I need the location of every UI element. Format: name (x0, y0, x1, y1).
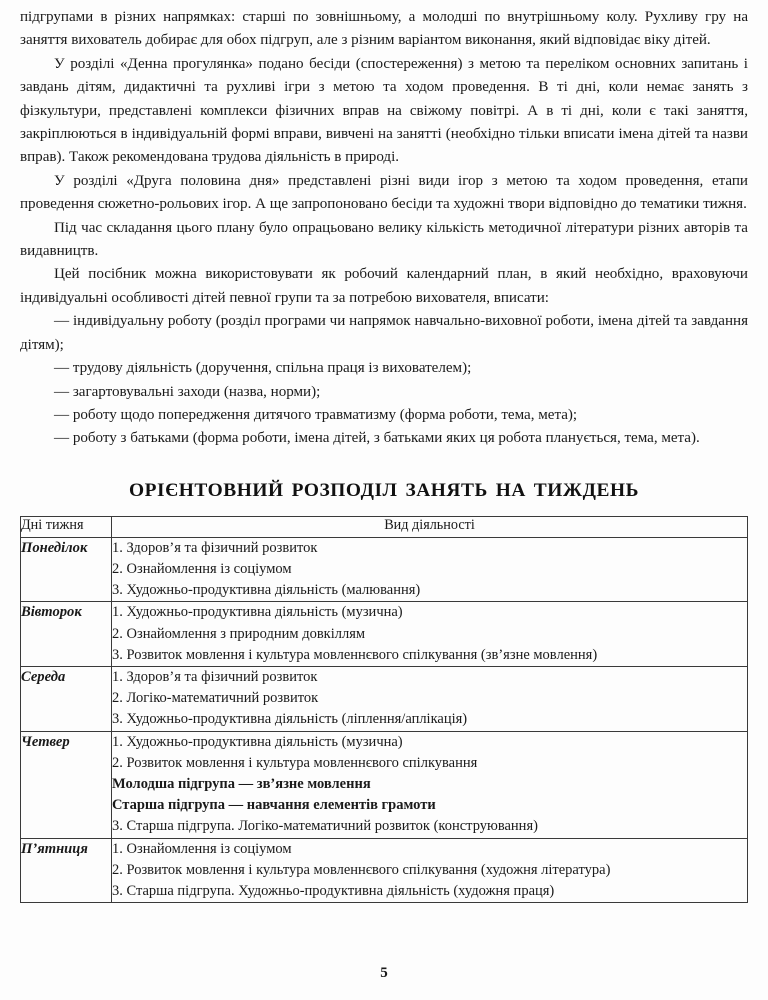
activity-line: 1. Ознайомлення із соціумом (112, 840, 292, 857)
activity-line: 3. Художньо-продуктивна діяльність (малювання) (112, 582, 421, 599)
list-item-individual-work: — індивідуальну роботу (розділ програми чи напрямок навчально-виховної роботи, імена дітей та завдання дітям); (20, 313, 748, 353)
day-name-cell: Понеділок (21, 537, 112, 602)
table-row (21, 602, 748, 667)
list-item-injury-prevention: — роботу щодо попередження дитячого травматизму (форма роботи, тема, мета); (54, 406, 578, 423)
list-item-labour-activity: — трудову діяльність (доручення, спільна праця із вихователем); (54, 360, 472, 377)
activity-line: 3. Старша підгрупа. Логіко-математичний розвиток (конструювання) (112, 818, 538, 835)
schedule-table-wrapper (20, 516, 748, 903)
day-name-cell: Вівторок (21, 602, 112, 667)
section-heading: ОРІЄНТОВНИЙ РОЗПОДІЛ ЗАНЯТЬ НА ТИЖДЕНЬ (128, 479, 640, 501)
table-row (21, 537, 748, 602)
schedule-table-body (21, 537, 748, 902)
paragraph-how-to-use: Цей посібник можна використовувати як робочий календарний план, в який необхідно, враховуючи індивідуальні особливості дітей певної групи та за потребою вихователя, вписати: (20, 266, 748, 306)
activity-line: 3. Старша підгрупа. Художньо-продуктивна діяльність (художня праця) (112, 882, 555, 899)
paragraph-continued-subgroups: підгрупами в різних напрямках: старші по зовнішньому, а молодші по внутрішньому колу. Рухливу гру на заняття вихователь добирає для обох підгруп, але з різним варіантом виконання, який відповідає віку дітей. (20, 9, 748, 49)
day-name-cell: П’ятниця (21, 838, 112, 903)
activity-line: 2. Розвиток мовлення і культура мовленнєвого спілкування (112, 754, 478, 771)
activity-list-cell (112, 731, 748, 838)
list-item-work-with-parents: — роботу з батьками (форма роботи, імена дітей, з батьками яких ця робота планується, тема, мета). (54, 430, 700, 447)
list-item-hardening-measures: — загартовувальні заходи (назва, норми); (54, 383, 321, 400)
activity-line: 2. Розвиток мовлення і культура мовленнєвого спілкування (художня література) (112, 861, 611, 878)
schedule-table-head (21, 516, 748, 537)
page-number: 5 (380, 965, 388, 981)
activity-list-cell (112, 537, 748, 602)
paragraph-day-walk-section: У розділі «Денна прогулянка» подано бесіди (спостереження) з метою та переліком основних запитань і завдань дітям, дидактичні та рухливі ігри з метою та ходом проведення. В ті дні, коли немає занять з фізкультури, представлені комплекси фізичних вправ на свіжому повітрі. А в ті дні, коли є такі заняття, закріплюються в індивідуальній формі вправи, вивчені на занятті (необхідно тільки вписати імена дітей та назви вправ). Також рекомендована трудова діяльність в природі. (20, 55, 748, 166)
paragraph-second-half-day-section: У розділі «Друга половина дня» представлені різні види ігор з метою та ходом проведення, етапи проведення сюжетно-рольових ігор. А ще запропоновано бесіди та художні твори відповідно до тематики тижня. (20, 172, 748, 213)
activity-line: 1. Здоров’я та фізичний розвиток (112, 668, 318, 685)
activity-line: 2. Логіко-математичний розвиток (112, 690, 319, 707)
activity-list-cell (112, 838, 748, 903)
activity-list-cell (112, 666, 748, 731)
weekly-schedule-table (20, 516, 748, 903)
activity-list-cell (112, 602, 748, 667)
day-name-cell: Четвер (21, 731, 112, 838)
activity-line: 1. Художньо-продуктивна діяльність (музична) (112, 733, 403, 750)
activity-line: 2. Ознайомлення із соціумом (112, 560, 292, 577)
column-header-day: Дні тижня (21, 516, 112, 537)
column-header-activity: Вид діяльності (112, 516, 748, 537)
table-row (21, 731, 748, 838)
activity-line: Старша підгрупа — навчання елементів грамоти (112, 797, 436, 814)
activity-line: 1. Здоров’я та фізичний розвиток (112, 539, 318, 556)
activity-line: 3. Розвиток мовлення і культура мовленнєвого спілкування (зв’язне мовлення) (112, 646, 598, 663)
day-name-cell: Середа (21, 666, 112, 731)
activity-line: 1. Художньо-продуктивна діяльність (музична) (112, 604, 403, 621)
activity-line: Молодша підгрупа — зв’язне мовлення (112, 775, 371, 792)
activity-line: 3. Художньо-продуктивна діяльність (ліплення/аплікація) (112, 711, 468, 728)
paragraph-methodical-literature: Під час складання цього плану було опрацьовано велику кількість методичної літератури різних авторів та видавництв. (20, 219, 748, 260)
table-header-row (21, 516, 748, 537)
table-row (21, 666, 748, 731)
body-text-block (20, 0, 748, 451)
table-row (21, 838, 748, 903)
activity-line: 2. Ознайомлення з природним довкіллям (112, 625, 366, 642)
